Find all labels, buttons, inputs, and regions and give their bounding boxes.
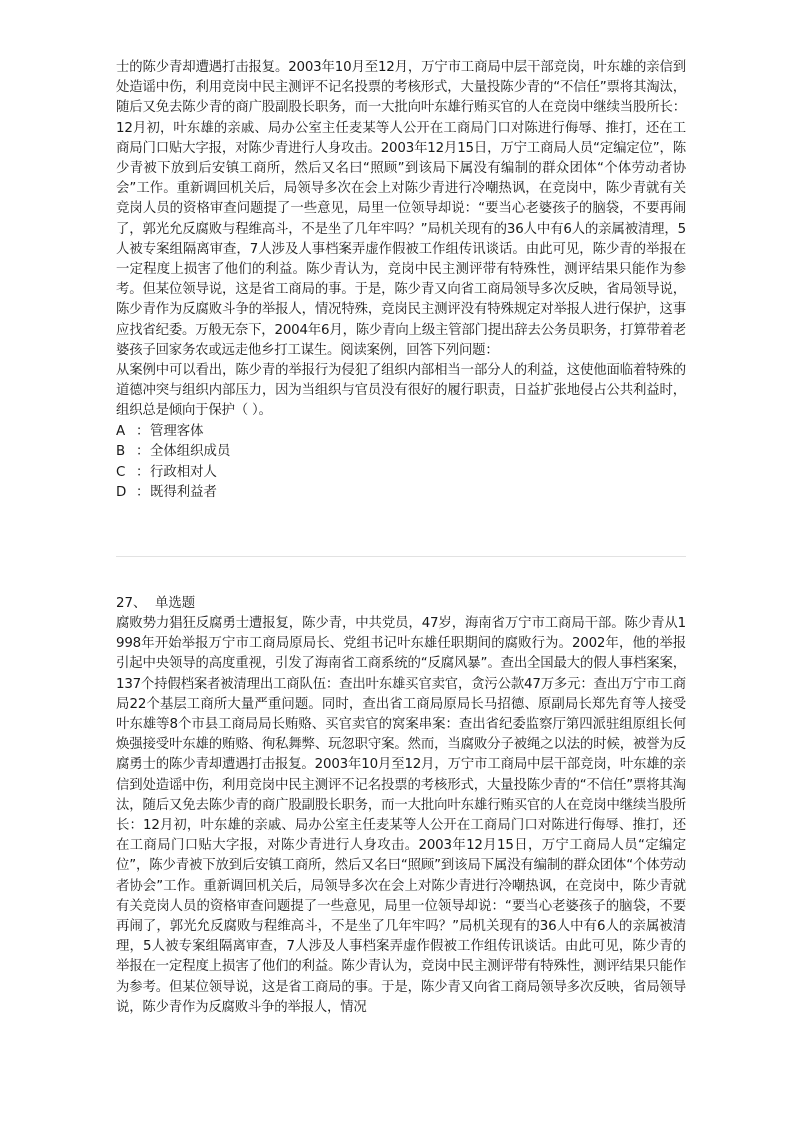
option-a-text: 管理客体 bbox=[150, 423, 204, 439]
option-b-text: 全体组织成员 bbox=[150, 444, 231, 460]
q27-type: 单选题 bbox=[154, 596, 196, 611]
option-d[interactable] bbox=[116, 483, 686, 504]
option-a[interactable] bbox=[116, 422, 686, 443]
option-a-colon: ： bbox=[136, 423, 150, 439]
q27-number: 27 bbox=[116, 596, 134, 611]
option-d-key: D bbox=[116, 485, 127, 501]
q26-question-stem: 从案例中可以看出，陈少青的举报行为侵犯了组织内部相当一部分人的利益，这使他面临着特殊的道德冲突与组织内部压力，因为当组织与官员没有很好的履行职责，日益扩张地侵占公共利益时，组织总是倾向于保护（ ）。 bbox=[116, 363, 686, 419]
question-26-block bbox=[116, 58, 686, 504]
option-b[interactable] bbox=[116, 442, 686, 463]
q27-separator: 、 bbox=[133, 596, 147, 611]
q26-passage: 士的陈少青却遭遇打击报复。2003年10月至12月，万宁市工商局中层干部竞岗，叶东雄的亲信到处造谣中伤，利用竞岗中民主测评不记名投票的考核形式，大量投陈少青的“不信任”票将其淘汰，随后又免去陈少青的商广股副股长职务，而一大批向叶东雄行贿买官的人在竞岗中继续当股所长：12月初，叶东雄的亲戚、局办公室主任麦某等人公开在工商局门口对陈进行侮辱、推打，还在工商局门口贴大字报，对陈少青进行人身攻击。2003年12月15日，万宁工商局人员“定编定位”，陈少青被下放到后安镇工商所，然后又名曰“照顾”到该局下属没有编制的群众团体“个体劳动者协会”工作。重新调回机关后，局领导多次在会上对陈少青进行冷嘲热讽，在竞岗中，陈少青就有关竞岗人员的资格审查问题提了一些意见，局里一位领导却说：“要当心老婆孩子的脑袋，不要再闹了，郭光允反腐败与程维高斗，不是坐了几年牢吗？”局机关现有的36人中有6人的亲属被清理，5人被专案组隔离审查，7人涉及人事档案弄虚作假被工作组传讯谈话。由此可见，陈少青的举报在一定程度上损害了他们的利益。陈少青认为，竞岗中民主测评带有特殊性，测评结果只能作为参考。但某位领导说，这是省工商局的事。于是，陈少青又向省工商局领导多次反映，省局领导说，陈少青作为反腐败斗争的举报人，情况特殊，竞岗民主测评没有特殊规定对举报人进行保护，这事应找省纪委。万般无奈下，2004年6月，陈少青向上级主管部门提出辞去公务员职务，打算带着老婆孩子回家务农或远走他乡打工谋生。阅读案例，回答下列问题： bbox=[116, 60, 686, 358]
option-c-key: C bbox=[116, 464, 126, 480]
option-a-key: A bbox=[116, 423, 126, 439]
option-b-key: B bbox=[116, 444, 126, 460]
option-c-colon: ： bbox=[136, 464, 150, 480]
q27-header bbox=[116, 594, 195, 614]
q27-passage: 腐败势力猖狂反腐勇士遭报复，陈少青，中共党员，47岁，海南省万宁市工商局干部。陈少青从1998年开始举报万宁市工商局原局长、党组书记叶东雄任职期间的腐败行为。2002年，他的举报引起中央领导的高度重视，引发了海南省工商系统的“反腐风暴”。查出全国最大的假人事档案案，137个持假档案者被清理出工商队伍：查出叶东雄买官卖官，贪污公款47万多元：查出万宁市工商局22个基层工商所大量严重问题。同时，查出省工商局原局长马招德、原副局长郑先育等人接受叶东雄等8个市县工商局局长贿赂、买官卖官的窝案串案：查出省纪委监察厅第四派驻组原组长何焕强接受叶东雄的贿赂、徇私舞弊、玩忽职守案。然而，当腐败分子被绳之以法的时候，被誉为反腐勇士的陈少青却遭遇打击报复。2003年10月至12月，万宁市工商局中层干部竞岗，叶东雄的亲信到处造谣中伤，利用竞岗中民主测评不记名投票的考核形式，大量投陈少青的“不信任”票将其淘汰，随后又免去陈少青的商广股副股长职务，而一大批向叶东雄行贿买官的人在竞岗中继续当股所长：12月初，叶东雄的亲戚、局办公室主任麦某等人公开在工商局门口对陈进行侮辱、推打，还在工商局门口贴大字报，对陈少青进行人身攻击。2003年12月15日，万宁工商局人员“定编定位”，陈少青被下放到后安镇工商所，然后又名曰“照顾”到该局下属没有编制的群众团体“个体劳动者协会”工作。重新调回机关后，局领导多次在会上对陈少青进行冷嘲热讽，在竞岗中，陈少青就有关竞岗人员的资格审查问题提了一些意见，局里一位领导却说：“要当心老婆孩子的脑袋，不要再闹了，郭光允反腐败与程维高斗，不是坐了几年牢吗？”局机关现有的36人中有6人的亲属被清理，5人被专案组隔离审查，7人涉及人事档案弄虚作假被工作组传讯谈话。由此可见，陈少青的举报在一定程度上损害了他们的利益。陈少青认为，竞岗中民主测评带有特殊性，测评结果只能作为参考。但某位领导说，这是省工商局的事。于是，陈少青又向省工商局领导多次反映，省局领导说，陈少青作为反腐败斗争的举报人，情况 bbox=[116, 616, 686, 1015]
option-d-colon: ： bbox=[136, 485, 150, 501]
question-divider bbox=[116, 556, 686, 557]
option-c[interactable] bbox=[116, 463, 686, 484]
q26-options bbox=[116, 422, 686, 504]
question-27-block bbox=[116, 614, 686, 1018]
option-b-colon: ： bbox=[136, 444, 150, 460]
option-c-text: 行政相对人 bbox=[150, 464, 217, 480]
option-d-text: 既得利益者 bbox=[150, 485, 217, 501]
